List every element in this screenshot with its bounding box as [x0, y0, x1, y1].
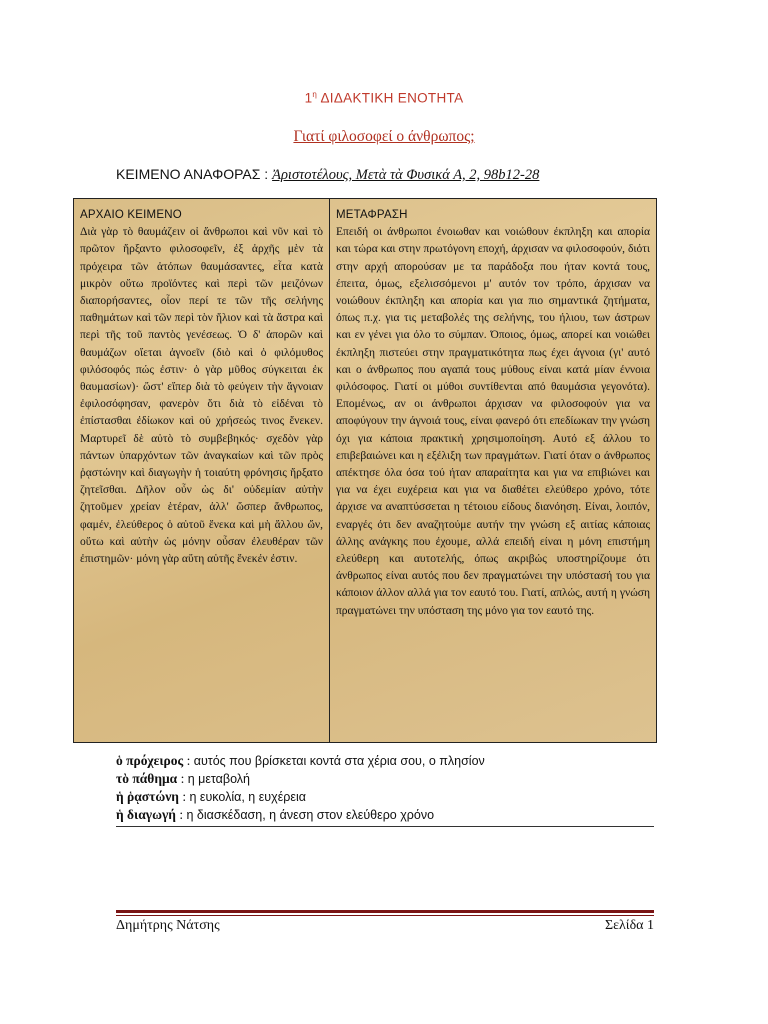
glossary-term: ὁ πρόχειρος [116, 753, 184, 768]
page-question: Γιατί φιλοσοφεί ο άνθρωπος; [293, 128, 475, 145]
reference-source: Ἀριστοτέλους, Μετὰ τὰ Φυσικά Α, 2, 98b12-28 [272, 167, 540, 183]
unit-title [0, 90, 768, 106]
ancient-text-heading: ΑΡΧΑΙΟ ΚΕΙΜΕΝΟ [80, 209, 182, 221]
reference-label: ΚΕΙΜΕΝΟ ΑΝΑΦΟΡΑΣ : [116, 166, 273, 182]
translation-heading: ΜΕΤΑΦΡΑΣΗ [336, 209, 408, 221]
glossary-separator: : [175, 807, 187, 822]
glossary-definition: η ευκολία, η ευχέρεια [189, 790, 306, 804]
glossary-entry [116, 770, 656, 788]
glossary [116, 752, 656, 824]
translation-column [330, 199, 656, 742]
translation-body: Επειδή οι άνθρωποι ένοιωθαν και νοιώθουν έκπληξη και απορία και τώρα και στην πρωτόγονη εποχή, άρχισαν να φιλοσοφούν, διότι στην αρχή απορούσαν με τα παράδοξα που ήταν κοντά τους, έπειτα, όμως, εξελισσόμενοι μ' αυτόν τον τρόπο, άρχισαν να νοιώθουν έκπληξη και απορία και για πιο σημαντικά ζητήματα, όπως π.χ. για τις μεταβολές της σελήνης, του ήλιου, των άστρων και εν γένει για όλο το σύμπαν. Όποιος, όμως, απορεί και νοιώθει έκπληξη πιστεύει στην πραγματικότητα πως έχει άγνοια (γι' αυτό και ο άνθρωπος που αγαπά τους μύθους είναι κατά μίαν έννοια φιλόσοφος. Γιατί οι μύθοι συντίθενται από θαυμάσια γεγονότα). Επομένως, αν οι άνθρωποι άρχισαν να φιλοσοφούν για να αποφύγουν την άγνοιά τους, είναι φανερό ότι επεδίωκαν την γνώση όχι για κάποια πρακτική χρησιμοποίηση. Αυτό εξ άλλου το επιβεβαιώνει και η εξέλιξη των πραγμάτων. Γιατί όταν ο άνθρωπος απέκτησε όλα όσα τού ήταν απαραίτητα και για να επιβιώνει και για να έχει ευχέρεια και για να διαθέτει ελεύθερο χρόνο, τότε άρχισε να αναπτύσσεται η τέτοιου είδους διανόηση. Είναι, λοιπόν, εναργές ότι δεν αναζητούμε αυτήν την γνώση εξ αιτίας κάποιας άλλης ανάγκης που έχουμε, αλλά επειδή είναι η μόνη επιστήμη ελεύθερη και αυτοτελής, όπως ακριβώς υποστηρίζουμε ότι άνθρωπος είναι αυτός που δεν πραγματώνει την υπόστασή του για κάποιον άλλον αλλά για τον εαυτό του. Γιατί, απλώς, αυτή η γνώση πραγματώνει την υπόσταση της μόνο για τον εαυτό της. [336, 226, 650, 617]
glossary-divider [116, 826, 654, 827]
ancient-text-column [74, 199, 330, 742]
unit-ordinal: η [312, 90, 318, 99]
glossary-term: ἡ ῥᾳστώνη [116, 789, 179, 804]
unit-number: 1 [304, 90, 313, 106]
glossary-definition: αυτός που βρίσκεται κοντά στα χέρια σου, ο πλησίον [193, 754, 485, 768]
glossary-entry [116, 806, 656, 824]
glossary-separator: : [183, 753, 194, 768]
glossary-definition: η διασκέδαση, η άνεση στον ελεύθερο χρόνο [186, 808, 435, 822]
ancient-text-body: Διὰ γὰρ τὸ θαυμάζειν οἱ ἄνθρωποι καὶ νῦν καὶ τὸ πρῶτον ἤρξαντο φιλοσοφεῖν, ἐξ ἀρχῆς μὲν τὰ πρόχειρα τῶν ἀτόπων θαυμάσαντες, εἶτα κατὰ μικρὸν οὕτω προϊόντες καὶ περὶ τῶν μειζόνων διαπορήσαντες, οἷον περί τε τῶν τῆς σελήνης παθημάτων καὶ τῶν περὶ τὸν ἥλιον καὶ τὰ ἄστρα καὶ περὶ τῆς τοῦ παντὸς γενέσεως. Ὁ δ' ἀπορῶν καὶ θαυμάζων οἴεται ἀγνοεῖν (διὸ καὶ ὁ φιλόμυθος φιλόσοφός πώς ἐστιν· ὁ γὰρ μῦθος σύγκειται ἐκ θαυμασίων)· ὥστ' εἴπερ διὰ τὸ φεύγειν τὴν ἄγνοιαν ἐφιλοσόφησαν, φανερὸν ὅτι διὰ τὸ εἰδέναι τὸ ἐπίστασθαι ἐδίωκον καὶ οὐ χρήσεώς τινος ἕνεκεν. Μαρτυρεῖ δὲ αὐτὸ τὸ συμβεβηκός· σχεδὸν γὰρ πάντων ὑπαρχόντων τῶν ἀναγκαίων καὶ τῶν πρὸς ῥᾳστώνην καὶ διαγωγὴν ἡ τοιαύτη φρόνησις ἤρξατο ζητεῖσθαι. Δῆλον οὖν ὡς δι' οὐδεμίαν αὐτὴν ζητοῦμεν χρείαν ἑτέραν, ἀλλ' ὥσπερ ἄνθρωπος, φαμέν, ἐλεύθερος ὁ αὑτοῦ ἕνεκα καὶ μὴ ἄλλου ὤν, οὕτω καὶ αὐτὴν ὡς μόνην οὖσαν ἐλευθέραν τῶν ἐπιστημῶν· μόνη γὰρ αὕτη αὑτῆς ἕνεκέν ἐστιν. [80, 226, 323, 566]
glossary-definition: η μεταβολή [187, 772, 250, 786]
footer-rule [116, 910, 654, 913]
glossary-separator: : [177, 771, 188, 786]
glossary-term: τὸ πάθημα [116, 771, 178, 786]
glossary-entry [116, 788, 656, 806]
parallel-text-table [73, 198, 657, 743]
glossary-entry [116, 752, 656, 770]
reference-line [116, 166, 676, 184]
footer-rule-thin [116, 915, 654, 916]
unit-title-text: ΔΙΔΑΚΤΙΚΗ ΕΝΟΤΗΤΑ [320, 90, 464, 106]
footer-author: Δημήτρης Νάτσης [116, 918, 220, 933]
glossary-separator: : [178, 789, 190, 804]
glossary-term: ἡ διαγωγή [116, 807, 176, 822]
page-footer [116, 918, 654, 934]
footer-page-number: Σελίδα 1 [604, 918, 654, 933]
